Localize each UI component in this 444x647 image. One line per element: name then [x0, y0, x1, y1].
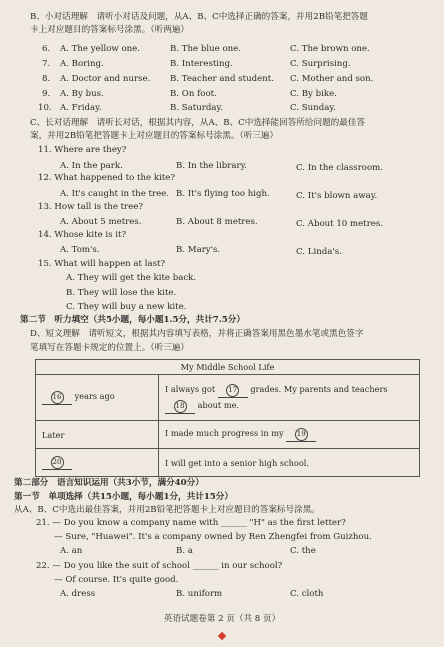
q7-num: 7.	[42, 59, 51, 69]
q10-num: 10.	[38, 103, 52, 113]
q13-option-a: A. About 5 metres.	[60, 217, 142, 227]
q6-option-c: C. The brown one.	[290, 44, 370, 54]
q8-option-b: B. Teacher and student.	[170, 74, 274, 84]
section-d-title: D、短文理解 请听短文，根据其内容填写表格，并将正确答案用黑色墨水笔或黑色签字	[30, 329, 364, 339]
q6-num: 6.	[42, 44, 51, 54]
section-c-title-2: 案，并用2B铅笔把答题卡上对应题目的答案标号涂黑。（听三遍）	[30, 131, 279, 141]
q7-option-a: A. Boring.	[60, 59, 104, 69]
q6-option-a: A. The yellow one.	[60, 44, 140, 54]
q21-option-c: C. the	[290, 546, 316, 556]
q22-line-1: 22. — Do you like the suit of school ______ in our school?	[36, 561, 283, 571]
part-ii-title: 第二部分 语言知识运用（共3小节，满分40分）	[14, 478, 204, 488]
answer-blank-20[interactable]: 20	[42, 456, 72, 470]
table-row-2-left: Later	[36, 421, 159, 449]
q14-question: 14. Whose kite is it?	[38, 230, 127, 240]
q22-option-b: B. uniform	[176, 589, 223, 599]
answer-blank-19[interactable]: 19	[286, 428, 316, 442]
q14-option-c: C. Linda's.	[296, 247, 342, 257]
q10-option-b: B. Saturday.	[170, 103, 223, 113]
q6-option-b: B. The blue one.	[170, 44, 241, 54]
q7-option-b: B. Interesting.	[170, 59, 233, 69]
table-row-3-left	[36, 449, 159, 477]
section-b-title: B、小对话理解 请听小对话及问题，从A、B、C中选择正确的答案，并用2B铅笔把答题	[30, 12, 368, 22]
page-footer: 英语试题卷第 2 页（共 8 页）	[163, 614, 281, 624]
answer-blank-16[interactable]: 16	[42, 391, 72, 405]
part-ii-section-1: 第一节 单项选择（共15小题，每小题1分，共计15分）	[14, 492, 233, 502]
table-row-3-right: I will get into a senior high school.	[159, 449, 420, 477]
q14-option-b: B. Mary's.	[176, 245, 221, 255]
q13-question: 13. How tall is the tree?	[38, 202, 143, 212]
section-c-title: C、长对话理解 请听长对话，根据其内容，从A、B、C中选择能回答所给问题的最佳答	[30, 118, 366, 128]
part2-title: 第二节 听力填空（共5小题，每小题1.5分，共计7.5分）	[20, 315, 245, 325]
q10-option-c: C. Sunday.	[290, 103, 336, 113]
q21-option-a: A. an	[60, 546, 83, 556]
q13-option-c: C. About 10 metres.	[296, 219, 384, 229]
q21-line-2: — Sure, "Huawei". It's a company owned by Ren Zhengfei from Guizhou.	[54, 532, 372, 542]
q22-line-2: — Of course. It's quite good.	[54, 575, 179, 585]
q9-num: 9.	[42, 89, 51, 99]
q15-option-c: C. They will buy a new kite.	[66, 302, 187, 312]
part-ii-instructions: 从A、B、C中选出最佳答案，并用2B铅笔把答题卡上对应题目的答案标号涂黑。	[14, 505, 320, 515]
red-mark-icon	[218, 632, 226, 640]
table-row-1-right: I always got 17 grades. My parents and teachers 18 about me.	[159, 375, 420, 421]
q15-option-b: B. They will lose the kite.	[66, 288, 177, 298]
q9-option-b: B. On foot.	[170, 89, 217, 99]
q15-option-a: A. They will get the kite back.	[66, 273, 197, 283]
school-life-table	[35, 359, 420, 477]
q8-option-a: A. Doctor and nurse.	[60, 74, 151, 84]
section-b-title-2: 卡上对应题目的答案标号涂黑。（听两遍）	[30, 25, 189, 35]
q11-option-b: B. In the library.	[176, 161, 248, 171]
q7-option-c: C. Surprising.	[290, 59, 351, 69]
q12-option-b: B. It's flying too high.	[176, 189, 270, 199]
q8-option-c: C. Mother and son.	[290, 74, 374, 84]
q11-question: 11. Where are they?	[38, 145, 127, 155]
q15-question: 15. What will happen at last?	[38, 259, 166, 269]
table-header: My Middle School Life	[36, 360, 420, 375]
q10-option-a: A. Friday.	[60, 103, 102, 113]
q13-option-b: B. About 8 metres.	[176, 217, 258, 227]
q21-option-b: B. a	[176, 546, 193, 556]
q11-option-a: A. In the park.	[60, 161, 123, 171]
answer-blank-18[interactable]: 18	[165, 398, 195, 414]
q14-option-a: A. Tom's.	[60, 245, 100, 255]
table-row-1-left: 16 years ago	[36, 375, 159, 421]
q12-question: 12. What happened to the kite?	[38, 173, 175, 183]
section-d-title-2: 笔填写在答题卡规定的位置上。（听三遍）	[30, 343, 189, 353]
answer-blank-17[interactable]: 17	[218, 382, 248, 398]
q22-option-c: C. cloth	[290, 589, 324, 599]
q12-option-c: C. It's blown away.	[296, 191, 378, 201]
q21-line-1: 21. — Do you know a company name with ______ "H" as the first letter?	[36, 518, 346, 528]
q9-option-a: A. By bus.	[60, 89, 104, 99]
q9-option-c: C. By bike.	[290, 89, 337, 99]
q8-num: 8.	[42, 74, 51, 84]
q11-option-c: C. In the classroom.	[296, 163, 384, 173]
q12-option-a: A. It's caught in the tree.	[60, 189, 169, 199]
table-row-2-right: I made much progress in my 19	[159, 421, 420, 449]
q22-option-a: A. dress	[60, 589, 96, 599]
